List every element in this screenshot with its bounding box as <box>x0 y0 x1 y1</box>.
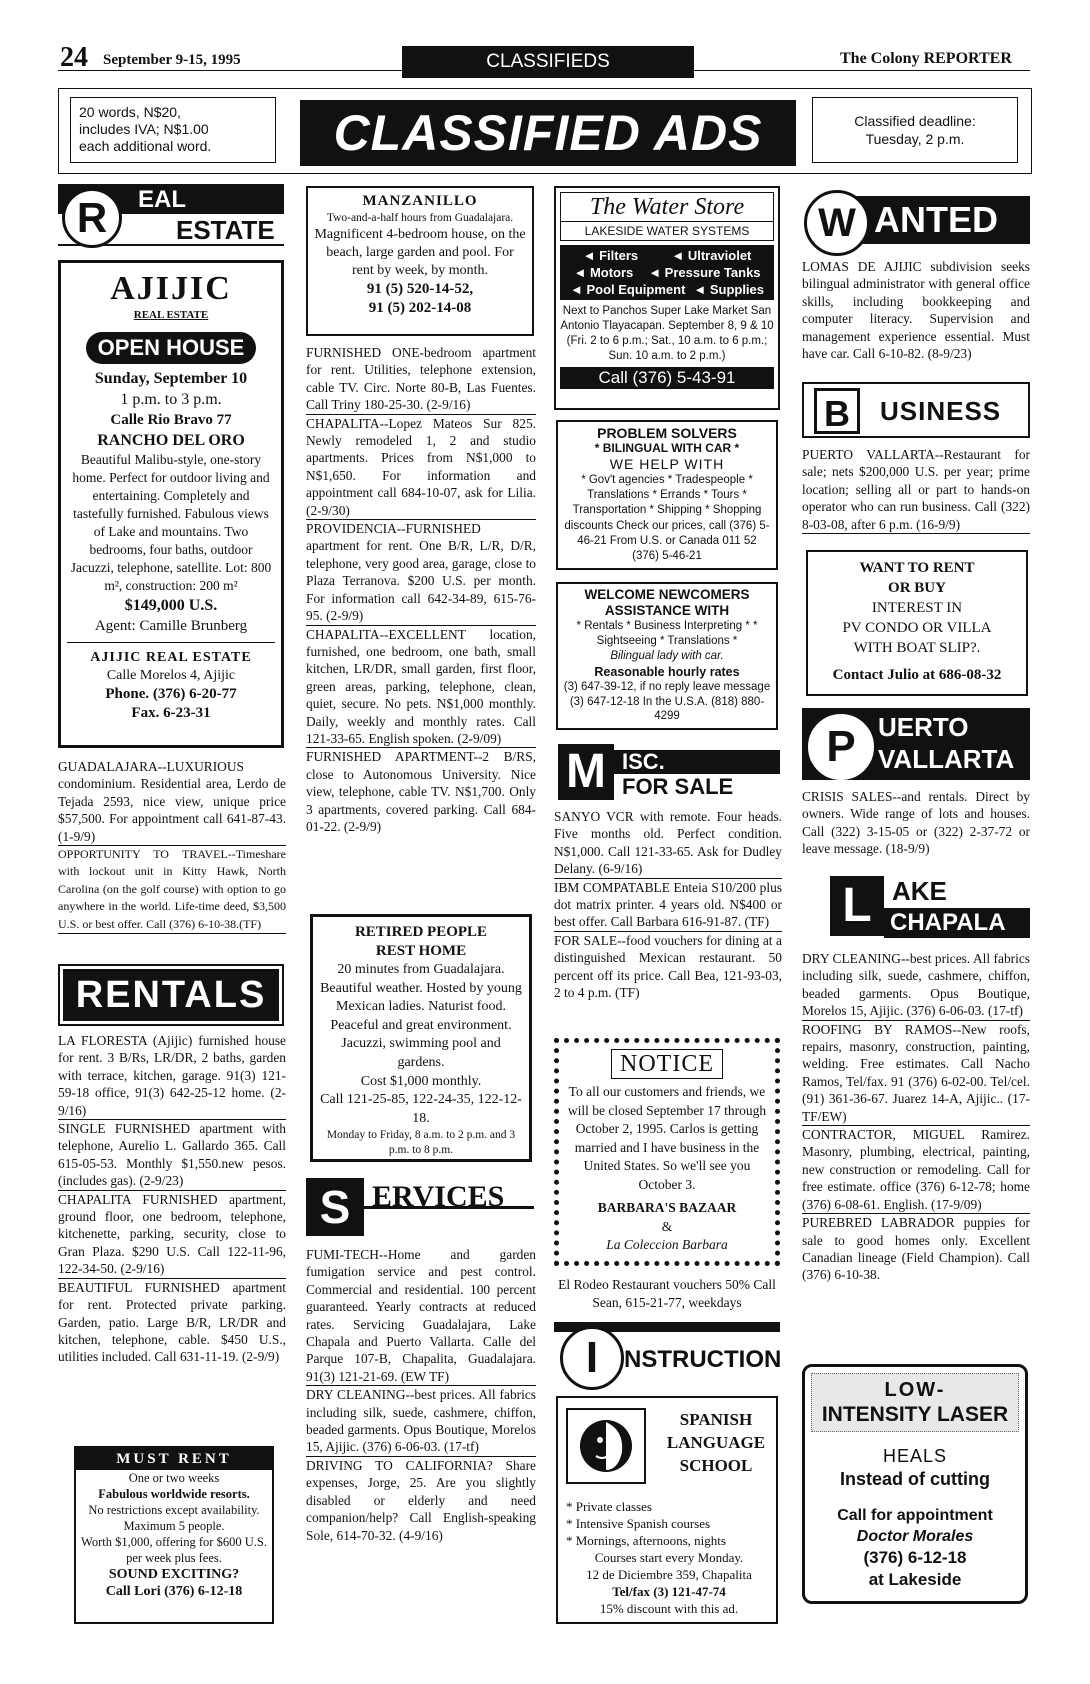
misc-ad: IBM COMPATABLE Enteia S10/200 plus dot matrix printer. 4 years old. N$400 or best offer. Call Barbara 616-91-87. (TF) <box>554 879 782 932</box>
open-house-description: Beautiful Malibu-style, one-story home. Perfect for outdoor living and entertaining. Completely and tastefully furnished. Fabulous views of Lake and mountains. Two bedrooms, four baths, outdoor Jacuzzi, telephone, satellite. Lot: 800 m², construction: 200 m² <box>70 452 272 593</box>
classified-ad: CHAPALITA--EXCELLENT location, furnished, one bedroom, one bath, small kitchen, LR/DR, small garden, first floor, green areas, parking, telephone, clean, quiet, secure. No pets. N$1,000 monthly. Daily, weekly and monthly rates. Call 121-33-65. English spoken. (2-9/09) <box>306 626 536 749</box>
laser-doctor: Doctor Morales <box>856 1528 974 1545</box>
manzanillo-phone: 91 (5) 202-14-08 <box>368 300 472 316</box>
want-rent-line: WITH BOAT SLIP?. <box>853 640 981 656</box>
must-rent-line: Worth $1,000, offering for $600 U.S. per week plus fees. <box>81 1535 267 1565</box>
welcome-title2: ASSISTANCE WITH <box>604 603 730 618</box>
feature-pool: ◄ Pool Equipment <box>569 282 686 297</box>
lake-chapala-list <box>802 950 1030 1284</box>
open-house-badge: OPEN HOUSE <box>86 332 256 364</box>
notice-sign: BARBARA'S BAZAAR <box>597 1200 737 1215</box>
feature-motors: ◄ Motors <box>573 265 634 280</box>
manzanillo-title: MANZANILLO <box>362 193 478 209</box>
water-store-sub: LAKESIDE WATER SYSTEMS <box>560 221 774 241</box>
agency-fax: Fax. 6-23-31 <box>131 705 211 721</box>
instruction-header <box>554 1322 780 1392</box>
rate-line: 20 words, N$20, <box>79 104 181 120</box>
rate-box <box>70 97 276 163</box>
school-line: Tel/fax (3) 121-47-74 <box>612 1584 726 1599</box>
open-house-price: $149,000 U.S. <box>124 597 218 614</box>
section-head-vallarta: VALLARTA <box>878 744 1015 774</box>
misc-ad: FOR SALE--food vouchers for dining at a distinguished Mexican restaurant. 50 percent off its price. Call Bea, 121-93-03, 2 to 4 p.m. (TF) <box>554 932 782 1001</box>
deadline-box <box>812 97 1018 163</box>
laser-title2: INTENSITY LASER <box>821 1403 1009 1426</box>
open-house-address: Calle Rio Bravo 77 <box>110 412 232 428</box>
must-rent-line: Call Lori (376) 6-12-18 <box>105 1584 243 1599</box>
classified-ad: CHAPALITA--Lopez Mateos Sur 825. Newly remodeled 1, 2 and studio apartments. Prices from N$1,000 to N$1,650. For information and appointment call 684-10-07, ask for Lilia. (2-9/30) <box>306 415 536 520</box>
manzanillo-ad <box>306 186 534 336</box>
feature-ultraviolet: ◄ Ultraviolet <box>671 248 752 263</box>
section-initial-i: I <box>560 1326 624 1390</box>
agency-phone: Phone. (376) 6-20-77 <box>105 686 237 702</box>
header-rule-right <box>694 70 1030 71</box>
water-store-ad <box>554 186 780 410</box>
el-rodeo-ad: El Rodeo Restaurant vouchers 50% Call Sean, 615-21-77, weekdays <box>558 1277 776 1310</box>
rental-ad: CHAPALITA FURNISHED apartment, ground floor, one bedroom, telephone, kitchenette, parking, security, close to Gran Plaza. $290 U.S. Call 122-11-96, 122-34-50. (2-9/16) <box>58 1191 286 1279</box>
retired-people-ad <box>310 914 532 1162</box>
laser-where: at Lakeside <box>868 1570 962 1589</box>
wanted-ad: LOMAS DE AJIJIC subdivision seeks bilingual administrator with general office skills, including bookkeeping and computer literacy. Supervision and management experience essential. Must have car. Call 6-10-82. (8-9/23) <box>802 259 1030 362</box>
deadline-line: Tuesday, 2 p.m. <box>865 131 965 147</box>
retired-body: 20 minutes from Guadalajara. Beautiful weather. Hosted by young Mexican ladies. Naturist food. Peaceful and great environment. Jacuzzi, swimming pool and gardens. <box>320 962 522 1070</box>
issue-date: September 9-15, 1995 <box>103 52 241 68</box>
school-line: * Private classes <box>566 1499 652 1514</box>
business-ad: PUERTO VALLARTA--Restaurant for sale; nets $200,000 U.S. per year; prime location; selling all or part to hands-on operator who can run business. Call (322) 8-03-08, after 6 p.m. (16-9/9) <box>802 446 1030 534</box>
manzanillo-sub: Two-and-a-half hours from Guadalajara. <box>326 212 514 224</box>
must-rent-title: MUST RENT <box>76 1448 272 1470</box>
section-initial-s: S <box>306 1178 364 1236</box>
classified-ad: GUADALAJARA--LUXURIOUS condominium. Residential area, Lerdo de Tejada 2593, nice view, unique price $57,500. For appointment call 641-87-43. (1-9/9) <box>58 758 286 846</box>
must-rent-line: No restrictions except availability. <box>88 1503 260 1517</box>
notice-body: To all our customers and friends, we will be closed September 17 through October 2, 1995. Carlos is getting married and I have business in the United States. So we'll see you October 3. <box>567 1084 767 1192</box>
school-title-line: LANGUAGE <box>666 1433 766 1452</box>
want-rent-line: OR BUY <box>888 580 946 596</box>
must-rent-line: Maximum 5 people. <box>123 1519 225 1533</box>
problem-body: * Gov't agencies * Tradespeople * Translations * Errands * Tours * Transportation * Shipping * Shopping discounts Check our prices, call (376) 5-46-21 From U.S. or Canada 011 52 (376) 5-46-21 <box>564 474 770 563</box>
open-house-agent: Agent: Camille Brunberg <box>67 616 275 643</box>
want-to-rent-ad <box>806 550 1028 696</box>
rental-ad: SINGLE FURNISHED apartment with telephone, Aurelio L. Gallardo 365. Call 615-05-53. Monthly $1,550.new pesos. (includes gas). (2-9/23) <box>58 1120 286 1191</box>
page-number: 24 <box>60 42 88 73</box>
feature-filters: ◄ Filters <box>582 248 639 263</box>
ajijic-logo-sub: REAL ESTATE <box>133 309 209 321</box>
notice-sign-2: La Coleccion Barbara <box>606 1237 728 1252</box>
laser-title-box <box>811 1373 1019 1432</box>
paper-name: The Colony REPORTER <box>840 50 1012 67</box>
feature-supplies: ◄ Supplies <box>693 282 765 297</box>
notice-sign-amp: & <box>661 1219 673 1234</box>
problem-sub: * BILINGUAL WITH CAR * <box>594 441 740 455</box>
retired-title2: REST HOME <box>375 943 467 959</box>
agency-name: AJIJIC REAL ESTATE <box>90 650 252 665</box>
rentals-list <box>58 1032 286 1366</box>
section-head-eal: EAL <box>138 186 186 213</box>
services-header <box>306 1176 534 1242</box>
laser-title: LOW- <box>884 1379 946 1401</box>
welcome-body: * Rentals * Business Interpreting * * Sightseeing * Translations * <box>576 620 758 647</box>
ajijic-logo: AJIJIC <box>110 270 232 307</box>
rentals-title: RENTALS <box>63 969 279 1021</box>
section-initial-l: L <box>830 876 884 936</box>
must-rent-line: Fabulous worldwide resorts. <box>98 1487 250 1501</box>
deadline-line: Classified deadline: <box>854 113 976 129</box>
spanish-school-title <box>658 1408 774 1477</box>
lake-chapala-header <box>802 872 1030 944</box>
notice-ad <box>554 1038 780 1266</box>
want-rent-line: INTEREST IN <box>871 600 963 616</box>
wanted-header <box>802 188 1030 254</box>
retired-hours: Monday to Friday, 8 a.m. to 2 p.m. and 3 p.m. to 8 p.m. <box>326 1129 516 1157</box>
must-rent-ad <box>74 1446 274 1624</box>
open-house-date: Sunday, September 10 <box>94 370 248 387</box>
want-rent-line: PV CONDO OR VILLA <box>842 620 992 636</box>
section-head-for-sale: FOR SALE <box>622 774 734 799</box>
header-rule <box>58 70 402 71</box>
section-head-chapala: CHAPALA <box>884 908 1030 938</box>
section-head-uerto: UERTO <box>878 712 969 742</box>
lake-ad: PUREBRED LABRADOR puppies for sale to good homes only. Excellent Canadian lineage (Field Champion). Call (376) 6-10-38. <box>802 1215 1030 1283</box>
welcome-rates: Reasonable hourly rates <box>594 665 740 679</box>
laser-instead: Instead of cutting <box>840 1469 990 1489</box>
problem-tag: WE HELP WITH <box>609 456 725 472</box>
water-store-body: Next to Panchos Super Lake Market San Antonio Tlayacapan. September 8, 9 & 10 (Fri. 2 to 6 p.m.; Sat., 10 a.m. to 6 p.m.; Sun. 10 a.m. to 2 p.m.) <box>560 305 774 362</box>
lake-ad: DRY CLEANING--best prices. All fabrics including silk, suede, cashmere, chiffon, beaded garments. Opus Boutique, Morelos 15, Ajijic. (376) 6-06-03. (17-tf) <box>802 950 1030 1021</box>
section-head-business: USINESS <box>880 396 1002 426</box>
classified-ad: OPPORTUNITY TO TRAVEL--Timeshare with lockout unit in Kitty Hawk, North Carolina (on the golf course) with option to go anywhere in the world. Life-time deed, $3,500 U.S. or best offer. Call (376) 6-10-38.(TF) <box>58 846 286 934</box>
section-initial-m: M <box>558 744 614 800</box>
section-initial-r: R <box>62 188 122 248</box>
retired-cost: Cost $1,000 monthly. <box>360 1073 482 1089</box>
puerto-vallarta-ad: CRISIS SALES--and rentals. Direct by owners. Wide range of lots and houses. Call (322) 3-15-05 or (322) 2-37-72 or leave message. (18-9/9) <box>802 789 1030 857</box>
misc-header <box>554 742 780 802</box>
classified-ad: FURNISHED ONE-bedroom apartment for rent. Utilities, telephone extension, cable TV. Circ. Norte 80-B, Las Fuentes. Call Triny 180-25-30. (2-9/16) <box>306 344 536 415</box>
notice-title: NOTICE <box>611 1049 723 1079</box>
banner-title: CLASSIFIED ADS <box>300 100 796 166</box>
service-ad: DRY CLEANING--best prices. All fabrics including silk, suede, cashmere, chiffon, beaded garments. Opus Boutique, Morelos 15, Ajijic. (376) 6-06-03. (17-tf) <box>306 1386 536 1457</box>
spanish-school-ad <box>556 1396 778 1624</box>
water-store-title: The Water Store <box>560 192 774 221</box>
water-store-call: Call (376) 5-43-91 <box>560 367 774 389</box>
must-rent-line: SOUND EXCITING? <box>108 1567 240 1582</box>
misc-ad: SANYO VCR with remote. Four heads. Five months old. Perfect condition. N$1,000. Call 121-33-65. Ask for Dudley Delany. (6-9/16) <box>554 808 782 879</box>
welcome-title: WELCOME NEWCOMERS <box>584 587 750 602</box>
service-ad: DRIVING TO CALIFORNIA? Share expenses, Jorge, 25. Are you slightly disabled or elderly and need companion/help? Call English-speaking Sole, 614-70-32. (4-9/16) <box>306 1457 536 1543</box>
problem-title: PROBLEM SOLVERS <box>597 425 737 441</box>
problem-solvers-ad <box>556 420 778 570</box>
misc-list <box>554 808 782 1001</box>
open-house-time: 1 p.m. to 3 p.m. <box>120 391 222 408</box>
rentals-header <box>58 964 284 1026</box>
teacher-face-icon <box>566 1408 646 1484</box>
section-head-wanted: ANTED <box>874 199 998 240</box>
retired-call: Call 121-25-85, 122-24-35, 122-12-18. <box>320 1092 522 1126</box>
section-head-instruction: NSTRUCTION <box>624 1346 782 1373</box>
rate-line: includes IVA; N$1.00 <box>79 121 209 137</box>
must-rent-line: One or two weeks <box>128 1471 220 1485</box>
section-initial-w: W <box>804 190 870 256</box>
water-store-features <box>560 245 774 300</box>
agency-address: Calle Morelos 4, Ajijic <box>106 668 236 683</box>
puerto-vallarta-header <box>802 704 1030 784</box>
retired-title: RETIRED PEOPLE <box>354 924 488 940</box>
section-head-misc: ISC. <box>614 750 780 774</box>
col1-ads <box>58 758 286 934</box>
school-line: 12 de Diciembre 359, Chapalita <box>586 1567 752 1582</box>
section-label: CLASSIFIEDS <box>402 46 694 78</box>
rental-ad: LA FLORESTA (Ajijic) furnished house for rent. 3 B/Rs, LR/DR, 2 baths, garden with terrace, kitchen, garage. 91(3) 121-59-18 office, 91(3) 642-25-12 home. (2-9/16) <box>58 1032 286 1120</box>
welcome-newcomers-ad <box>556 582 778 730</box>
manzanillo-phone: 91 (5) 520-14-52, <box>366 281 474 297</box>
welcome-contact: (3) 647-39-12, if no reply leave message (3) 647-12-18 In the U.S.A. (818) 880-4299 <box>563 681 771 722</box>
lake-ad: ROOFING BY RAMOS--New roofs, repairs, masonry, construction, painting, welding. Free estimates. Call Nacho Ramos, Tel/fax. 91 (376) 6-02-00. Tel/cel. (91) 361-36-67. Juarez 14-A, Ajijic.. (17-TF/EW) <box>802 1021 1030 1126</box>
classified-ad: PROVIDENCIA--FURNISHED apartment for rent. One B/R, L/R, D/R, telephone, very good area, garage, close to Plaza Terranova. $200 U.S. per month. For information call 642-34-89, 615-76-95. (2-9/9) <box>306 520 536 625</box>
school-title-line: SPANISH <box>679 1410 753 1429</box>
open-house-development: RANCHO DEL ORO <box>97 432 245 449</box>
section-head-ake: AKE <box>892 876 947 906</box>
want-rent-line: WANT TO RENT <box>859 560 975 576</box>
school-line: * Mornings, afternoons, nights <box>566 1533 726 1548</box>
school-line: Courses start every Monday. <box>594 1550 744 1565</box>
lake-ad: CONTRACTOR, MIGUEL Ramirez. Masonry, plumbing, electrical, painting, new construction or remodeling. Call for free estimate. office (376) 6-12-78; home (376) 6-08-61. English. (17-9/09) <box>802 1126 1030 1214</box>
laser-phone: (376) 6-12-18 <box>863 1548 967 1567</box>
classified-ad: FURNISHED APARTMENT--2 B/RS, close to Autonomous University. Nice view, telephone, cable TV. N$1,700. Only 3 apartments, covered parking. Call 684-01-22. (2-9/9) <box>306 749 536 834</box>
services-list <box>306 1246 536 1544</box>
laser-call: Call for appointment <box>837 1507 993 1524</box>
section-initial-b: B <box>814 388 860 434</box>
section-initial-p: P <box>808 714 874 780</box>
welcome-italic: Bilingual lady with car. <box>610 650 724 662</box>
ajijic-open-house-ad <box>58 260 284 748</box>
business-header <box>802 382 1030 442</box>
laser-heals: HEALS <box>882 1446 948 1466</box>
school-line: 15% discount with this ad. <box>599 1601 739 1616</box>
school-line: * Intensive Spanish courses <box>566 1516 711 1531</box>
col2-ads <box>306 344 536 835</box>
spanish-school-details <box>566 1498 772 1617</box>
section-head-services: ERVICES <box>372 1180 505 1213</box>
school-title-line: SCHOOL <box>679 1456 753 1475</box>
manzanillo-body: Magnificent 4-bedroom house, on the beach, large garden and pool. For rent by week, by month. <box>314 227 526 278</box>
section-head-estate: ESTATE <box>176 215 275 245</box>
real-estate-header <box>58 184 284 254</box>
want-rent-contact: Contact Julio at 686-08-32 <box>832 667 1002 683</box>
rental-ad: BEAUTIFUL FURNISHED apartment for rent. Protected private parking. Garden, patio. Large B/R, LR/DR and kitchen, telephone, cable. $450 U.S., utilities included. Call 631-11-19. (2-9/9) <box>58 1279 286 1365</box>
rate-line: each additional word. <box>79 138 212 154</box>
low-intensity-laser-ad <box>802 1364 1028 1604</box>
service-ad: FUMI-TECH--Home and garden fumigation service and pest control. Commercial and residential. 100 percent guaranteed. Yearly contracts at reduced rates. Servicing Guadalajara, Lake Chapala and Puerto Vallarta. Calle del Parque 107-B, Chapalita, Guadalajara. 91(3) 121-21-69. (EW TF) <box>306 1246 536 1386</box>
feature-tanks: ◄ Pressure Tanks <box>648 265 761 280</box>
